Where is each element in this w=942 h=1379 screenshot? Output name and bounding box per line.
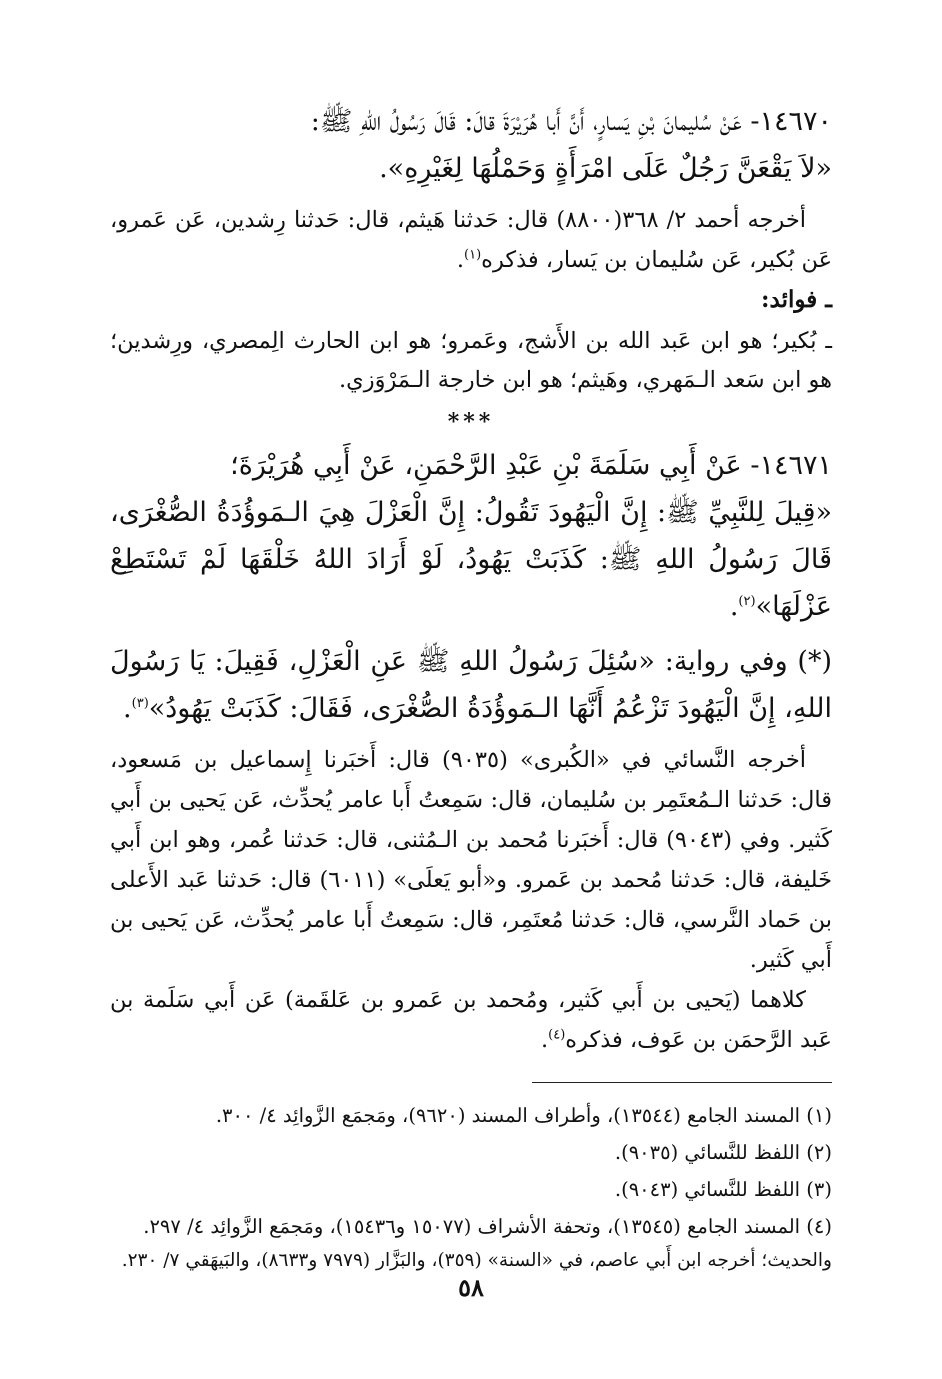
- hadith-14671-isnad: ١٤٦٧١- عَنْ أَبِي سَلَمَةَ بْنِ عَبْدِ الرَّحْمَنِ، عَنْ أَبِي هُرَيْرَةَ؛: [230, 450, 832, 481]
- takhrij-2-end: .: [540, 1027, 549, 1053]
- footnote-divider: [532, 1082, 832, 1083]
- footnote-ref-4[interactable]: (٤): [548, 1027, 566, 1043]
- riwaya-text: (*) وفي رواية: «سُئِلَ رَسُولُ اللهِ ﷺ عَنِ الْعَزْلِ، فَقِيلَ: يَا رَسُولَ اللهِ، إِنَّ الْيَهُودَ تَزْعُمُ أَنَّهَا الـمَوؤُدَةُ الصُّغْرَى، فَقَالَ: كَذَبَتْ يَهُودُ»: [110, 646, 832, 724]
- hadith-14671-riwaya: [110, 638, 832, 732]
- hadith-14670-takhrij: [110, 200, 832, 280]
- footnote-4-continuation: والحديث؛ أخرجه ابن أَبي عاصم، في «السنة» (٣٥٩)، والبَزَّار (٧٩٧٩ و٨٦٣٣)، والبَيهَقي ٧/ ٢٣٠.: [121, 1250, 832, 1271]
- footnote-ref-2[interactable]: (٢): [738, 594, 756, 609]
- riwaya-end: .: [123, 693, 132, 724]
- takhrij-end: .: [456, 247, 465, 273]
- fawaid-text: ـ بُكير؛ هو ابن عَبد الله بن الأَشج، وعَمرو؛ هو ابن الحارث الِمصري، ورِشدين؛ هو ابن سَعد الـمَهري، وهَيثم؛ هو ابن خارجة الـمَرْوَزي.: [110, 328, 832, 393]
- section-separator: ***: [447, 409, 495, 435]
- takhrij-2-text: كلاهما (يَحيى بن أَبي كَثير، ومُحمد بن عَمرو بن عَلقَمة) عَن أَبي سَلَمة بن عَبد الرَّحمَن بن عَوف، فذكره: [110, 987, 832, 1053]
- hadith-14670-isnad: ١٤٦٧٠- عَنْ سُليمانَ بْنِ يَسارٍ، أَنَّ أَبا هُرَيْرَةَ قالَ: قَالَ رَسُولُ اللهِ ﷺ:: [310, 106, 832, 137]
- footnote-1: (١) المسند الجامع (١٣٥٤٤)، وأطراف المسند (٩٦٢٠)، ومَجمَع الزَّوائِد ٤/ ٣٠٠.: [215, 1104, 832, 1127]
- footnote-ref-3[interactable]: (٣): [131, 696, 149, 711]
- hadith-14671-takhrij-1: أخرجه النَّسائي في «الكُبرى» (٩٠٣٥) قال: أَخبَرنا إِسماعيل بن مَسعود، قال: حَدثنا الـمُعتَمِر بن سُليمان، قال: سَمِعتُ أَبا عامر يُحدِّث، عَن يَحيى بن أَبي كَثير. وفي (٩٠٤٣) قال: أَخبَرنا مُحمد بن الـمُثنى، قال: حَدثنا عُمر، وهو ابن أَبي خَليفة، قال: حَدثنا مُحمد بن عَمرو. و«أبو يَعلَى» (٦٠١١) قال: حَدثنا عَبد الأَعلى بن حَماد النَّرسي، قال: حَدثنا مُعتَمِر، قال: سَمِعتُ أَبا عامر يُحدِّث، عَن يَحيى بن أَبي كَثير.: [110, 747, 832, 973]
- fawaid-heading: ـ فوائد:: [761, 286, 832, 313]
- matn-text: «قِيلَ لِلنَّبِيِّ ﷺ: إِنَّ الْيَهُودَ تَقُولُ: إِنَّ الْعَزْلَ هِيَ الـمَوؤُدَةُ الصُّغْرَى، قَالَ رَسُولُ اللهِ ﷺ: كَذَبَتْ يَهُودُ، لَوْ أَرَادَ اللهُ خَلْقَهَا لَمْ تَسْتَطِعْ عَزْلَهَا»: [110, 497, 832, 622]
- footnote-2: (٢) اللفظ للنَّسائي (٩٠٣٥).: [614, 1141, 832, 1164]
- footnote-3: (٣) اللفظ للنَّسائي (٩٠٤٣).: [614, 1178, 832, 1201]
- matn-end: .: [729, 591, 739, 622]
- footnote-4: (٤) المسند الجامع (١٣٥٤٥)، وتحفة الأشراف (١٥٠٧٧ و١٥٤٣٦)، ومَجمَع الزَّوائِد ٤/ ٢٩٧.: [143, 1215, 832, 1238]
- takhrij-text: أخرجه أحمد ٢/ ٣٦٨(٨٨٠٠) قال: حَدثنا هَيثم، قال: حَدثنا رِشدين، عَن عَمرو، عَن بُكير، عَن سُليمان بن يَسار، فذكره: [110, 207, 832, 273]
- footnotes: [110, 1097, 832, 1277]
- page-number: ٥٨: [458, 1273, 484, 1302]
- hadith-14670-matn: «لاَ يَقْعَنَّ رَجُلٌ عَلَى امْرَأَةٍ وَحَمْلُهَا لِغَيْرِهِ».: [379, 153, 832, 184]
- hadith-14671-matn: [110, 489, 832, 630]
- hadith-14671-takhrij-2: [110, 980, 832, 1060]
- footnote-ref-1[interactable]: (١): [464, 247, 482, 263]
